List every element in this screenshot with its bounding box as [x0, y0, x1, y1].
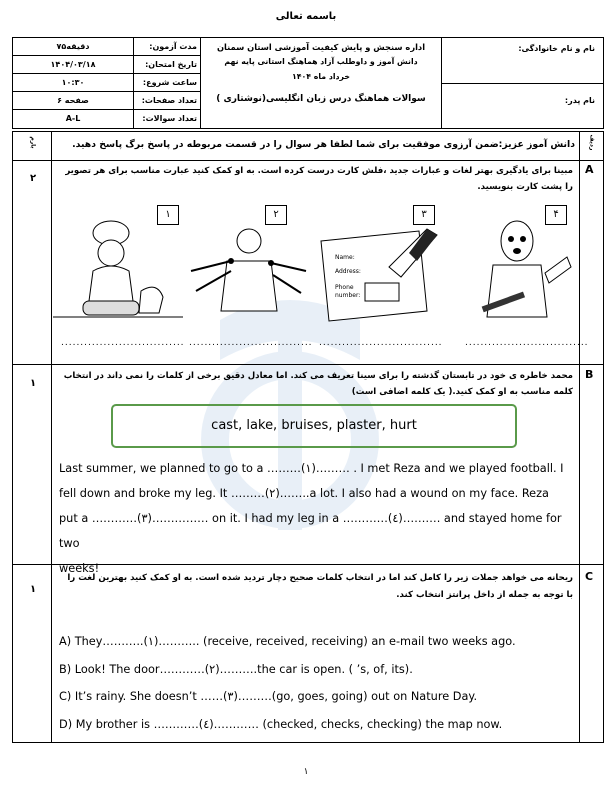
passage-line: fell down and broke my leg. It ………(٢)……..a lot. I also had a wound on my face. Reza [59, 487, 549, 500]
passage-line: Last summer, we planned to go to a ………(١)……… . I met Reza and we played football. I [59, 462, 564, 475]
name-label: نام و نام خانوادگی: [518, 44, 595, 53]
svg-text:Phone: Phone [335, 284, 354, 291]
card-number: ۴ [545, 205, 567, 225]
answer-blank-3[interactable]: ................................ [319, 338, 443, 348]
org-line-3: خرداد ماه ۱۴۰۴ [292, 72, 350, 81]
word-bank: cast, lake, bruises, plaster, hurt [111, 404, 517, 448]
passage [59, 456, 579, 581]
question-letter: C [585, 570, 594, 583]
svg-text:number:: number: [335, 292, 361, 299]
question-score: ۱ [29, 584, 37, 595]
question-score: ۱ [29, 378, 37, 389]
score-column-header: بارم [29, 136, 37, 149]
svg-text:Address:: Address: [335, 268, 361, 275]
question-letter: B [585, 368, 594, 381]
sentence-item: A) They………..(١)……….. (receive, received, receiving) an e-mail two weeks ago. [59, 635, 516, 648]
sentence-list [59, 628, 579, 738]
exam-header [12, 37, 604, 129]
start-label: ساعت شروع: [142, 78, 197, 87]
start-value: ۱۰:۳۰ [61, 78, 85, 87]
father-name-label: نام پدر: [564, 96, 595, 105]
row-column-header: ردیف [588, 134, 596, 151]
question-prompt: ریحانه می خواهد جملات زیر را کامل کند اما در انتخاب کلمات صحیح دچار تردید شده است. به او کمک کنید بهترین لغت را با توجه به جمله از داخل پرانتز انتخاب کند. [67, 573, 573, 600]
flashcard-2 [181, 201, 311, 331]
question-b [12, 364, 604, 575]
card-number: ۲ [265, 205, 287, 225]
answer-blank-2[interactable]: ................................ [189, 338, 313, 348]
basmala: باسمه تعالی [275, 11, 337, 22]
sentence-item: B) Look! The door…………(٢)……….the car is open. ( ’s, of, its). [59, 662, 413, 676]
passage-line: weeks! [59, 562, 100, 575]
instruction-text: دانش آموز عزیز:ضمن آرزوی موفقیت برای شما لطفا هر سوال را در قسمت مربوطه در پاسخ برگ پاسخ دهید. [72, 139, 575, 150]
question-prompt: مبینا برای یادگیری بهتر لغات و عبارات جدید ،فلش کارت درست کرده است. به او کمک کنید عبارت مناسب برای هر تصویر را پشت کارت بنویسید. [65, 166, 573, 192]
pages-value: ۶ صفحه [57, 96, 89, 105]
question-a [12, 159, 604, 365]
press-interview-icon [181, 201, 311, 331]
sentence-item: C) It’s rainy. She doesn’t ……(٣)………(go, goes, going) out on Nature Day. [59, 690, 478, 703]
org-line-2: دانش آموز و داوطلب آزاد هماهنگ استانی پایه نهم [224, 57, 418, 66]
question-score: ۲ [29, 173, 37, 184]
question-c [12, 564, 604, 743]
page-number: ۱ [303, 767, 309, 777]
flashcard-1 [53, 201, 183, 331]
flashcard-4 [457, 201, 577, 331]
answer-blank-4[interactable]: ................................ [465, 338, 589, 348]
passage-line: put a …………(٣)…………… on it. I had my leg in a …………(٤)………. and stayed home for two [59, 512, 562, 550]
question-prompt: محمد خاطره ی خود در تابستان گذشته را برای سینا تعریف می کند. اما معادل دقیق برخی از کلمات را نمی داند در انتخاب کلمه مناسب به او کمک کنید.( یک کلمه اضافی است) [63, 371, 573, 397]
sentence-item: D) My brother is …………(٤)………… (checked, checks, checking) the map now. [59, 717, 503, 731]
duration-value: ۷۵دقیقه [56, 42, 90, 51]
date-label: تاریخ امتحان: [145, 60, 197, 69]
questions-value: A-L [65, 114, 81, 123]
flashcard-3 [309, 201, 449, 331]
svg-text:Name:: Name: [335, 254, 355, 261]
question-letter: A [585, 163, 594, 176]
answer-blank-1[interactable]: ................................ [61, 338, 185, 348]
instruction-row [12, 131, 604, 161]
org-line-1: اداره سنجش و پایش کیفیت آموزشی استان سمنان [216, 42, 426, 52]
duration-label: مدت آزمون: [149, 42, 197, 51]
pages-label: تعداد صفحات: [141, 96, 197, 105]
card-number: ۱ [157, 205, 179, 225]
exam-title: سوالات هماهنگ درس زبان انگلیسی(نوشتاری ) [216, 94, 426, 104]
date-value: ۱۴۰۴/۰۳/۱۸ [50, 60, 96, 69]
questions-label: تعداد سوالات: [142, 114, 197, 123]
card-number: ۳ [413, 205, 435, 225]
